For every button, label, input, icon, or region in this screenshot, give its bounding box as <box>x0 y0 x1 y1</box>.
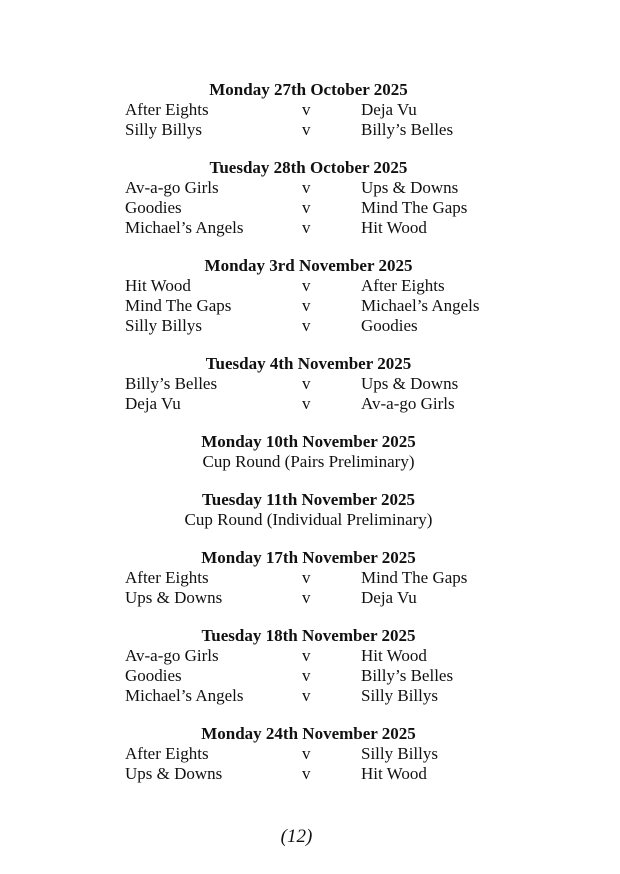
fixture-match <box>0 100 620 120</box>
versus-label: v <box>302 666 311 685</box>
cup-round-note: Cup Round (Individual Preliminary) <box>184 510 433 529</box>
away-team: Mind The Gaps <box>361 568 468 587</box>
fixture-date: Tuesday 28th October 2025 <box>209 158 408 177</box>
home-team: Michael’s Angels <box>125 686 244 705</box>
away-team: Billy’s Belles <box>361 120 454 139</box>
fixture-date: Monday 10th November 2025 <box>201 432 416 451</box>
away-team: Goodies <box>361 316 418 335</box>
fixture-match <box>0 178 620 198</box>
home-team: Hit Wood <box>125 276 191 295</box>
fixture-date: Tuesday 18th November 2025 <box>201 626 416 645</box>
versus-label: v <box>302 394 311 413</box>
fixture-date: Monday 27th October 2025 <box>209 80 408 99</box>
versus-label: v <box>302 100 311 119</box>
home-team: Ups & Downs <box>125 764 223 783</box>
fixture-day <box>0 256 620 336</box>
home-team: Silly Billys <box>125 316 202 335</box>
page-number: (12) <box>280 826 313 847</box>
home-team: After Eights <box>125 568 209 587</box>
versus-label: v <box>302 178 311 197</box>
fixture-match <box>0 588 620 608</box>
fixture-day <box>0 724 620 784</box>
fixture-date: Monday 3rd November 2025 <box>204 256 413 275</box>
fixture-day <box>0 80 620 140</box>
fixture-day <box>0 626 620 706</box>
fixture-match <box>0 394 620 414</box>
away-team: Deja Vu <box>361 588 417 607</box>
home-team: Ups & Downs <box>125 588 223 607</box>
fixture-match <box>0 568 620 588</box>
home-team: Billy’s Belles <box>125 374 218 393</box>
home-team: Goodies <box>125 198 182 217</box>
versus-label: v <box>302 646 311 665</box>
fixture-day <box>0 490 620 530</box>
fixture-match <box>0 198 620 218</box>
away-team: Billy’s Belles <box>361 666 454 685</box>
home-team: Silly Billys <box>125 120 202 139</box>
fixture-match <box>0 276 620 296</box>
fixture-match <box>0 374 620 394</box>
cup-round-note: Cup Round (Pairs Preliminary) <box>202 452 415 471</box>
versus-label: v <box>302 120 311 139</box>
fixture-day <box>0 432 620 472</box>
versus-label: v <box>302 374 311 393</box>
away-team: Hit Wood <box>361 646 427 665</box>
fixture-match <box>0 686 620 706</box>
away-team: Michael’s Angels <box>361 296 480 315</box>
versus-label: v <box>302 686 311 705</box>
fixture-date: Monday 24th November 2025 <box>201 724 416 743</box>
home-team: Mind The Gaps <box>125 296 232 315</box>
fixture-date: Tuesday 4th November 2025 <box>205 354 412 373</box>
fixture-day <box>0 548 620 608</box>
away-team: Silly Billys <box>361 686 438 705</box>
away-team: Ups & Downs <box>361 178 459 197</box>
versus-label: v <box>302 588 311 607</box>
home-team: Av-a-go Girls <box>125 178 219 197</box>
home-team: Av-a-go Girls <box>125 646 219 665</box>
versus-label: v <box>302 296 311 315</box>
fixture-match <box>0 666 620 686</box>
away-team: Av-a-go Girls <box>361 394 455 413</box>
fixture-match <box>0 744 620 764</box>
fixture-day <box>0 158 620 238</box>
home-team: After Eights <box>125 100 209 119</box>
away-team: Deja Vu <box>361 100 417 119</box>
away-team: After Eights <box>361 276 445 295</box>
versus-label: v <box>302 744 311 763</box>
home-team: Deja Vu <box>125 394 181 413</box>
versus-label: v <box>302 276 311 295</box>
away-team: Hit Wood <box>361 764 427 783</box>
versus-label: v <box>302 316 311 335</box>
fixture-day <box>0 354 620 414</box>
fixture-date: Tuesday 11th November 2025 <box>202 490 415 509</box>
fixture-match <box>0 764 620 784</box>
home-team: Michael’s Angels <box>125 218 244 237</box>
fixture-match <box>0 296 620 316</box>
away-team: Mind The Gaps <box>361 198 468 217</box>
versus-label: v <box>302 764 311 783</box>
fixture-list <box>0 80 620 802</box>
home-team: Goodies <box>125 666 182 685</box>
fixture-match <box>0 646 620 666</box>
away-team: Silly Billys <box>361 744 438 763</box>
away-team: Hit Wood <box>361 218 427 237</box>
away-team: Ups & Downs <box>361 374 459 393</box>
home-team: After Eights <box>125 744 209 763</box>
fixture-match <box>0 218 620 238</box>
fixture-match <box>0 316 620 336</box>
fixture-match <box>0 120 620 140</box>
versus-label: v <box>302 198 311 217</box>
fixture-date: Monday 17th November 2025 <box>201 548 416 567</box>
versus-label: v <box>302 568 311 587</box>
versus-label: v <box>302 218 311 237</box>
